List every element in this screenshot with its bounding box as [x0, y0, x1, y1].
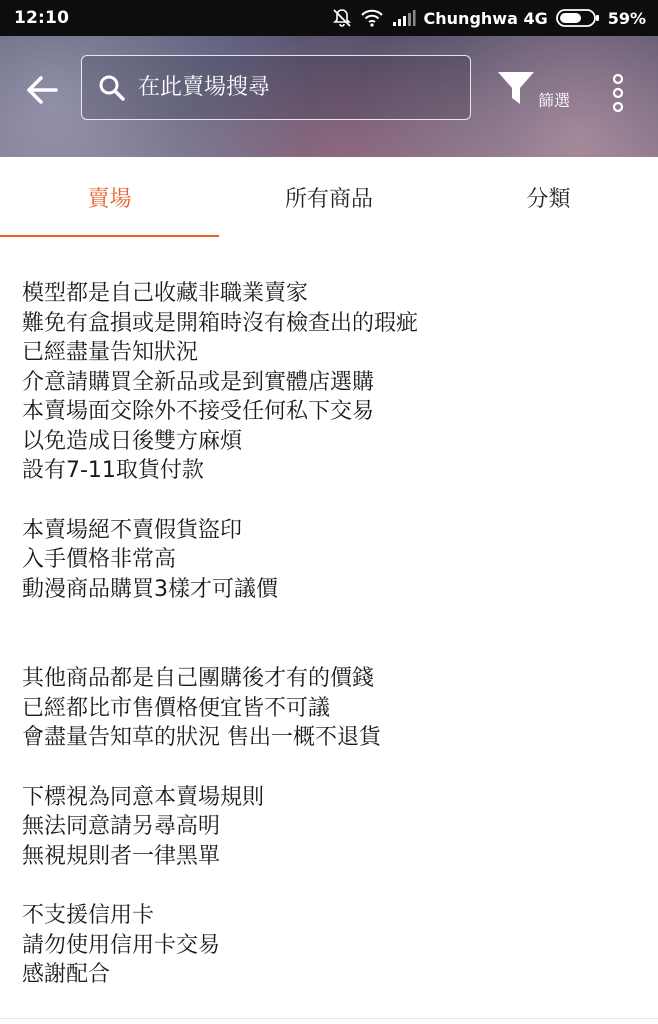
tab-categories[interactable]: 分類	[526, 186, 571, 212]
paragraph-3	[22, 664, 642, 753]
battery-level: 59%	[607, 8, 646, 28]
text-line: 其他商品都是自己團購後才有的價錢	[22, 666, 375, 691]
status-time: 12:10	[14, 8, 70, 28]
text-line: 入手價格非常高	[22, 547, 177, 572]
paragraph-4	[22, 783, 642, 872]
tab-shop[interactable]: 賣場	[0, 157, 219, 237]
filter-label: 篩選	[538, 91, 571, 110]
status-bar	[0, 0, 658, 36]
text-line: 以免造成日後雙方麻煩	[22, 428, 243, 454]
text-line: 無法同意請另尋高明	[22, 814, 221, 839]
paragraph-1	[22, 279, 642, 486]
text-line: 本賣場絕不賣假貨盜印	[22, 517, 243, 543]
text-line: 請勿使用信用卡交易	[22, 932, 221, 958]
bottom-divider	[0, 1018, 658, 1019]
back-button[interactable]	[22, 70, 62, 110]
shop-description	[22, 279, 642, 1020]
search-input[interactable]	[138, 75, 470, 100]
more-vertical-icon	[611, 73, 625, 113]
arrow-left-icon	[26, 76, 58, 104]
search-box[interactable]	[81, 55, 471, 120]
text-line: 無視規則者一律黑單	[22, 843, 221, 869]
carrier-name: Chunghwa 4G	[423, 8, 548, 28]
signal-icon	[392, 9, 416, 27]
more-options-button[interactable]	[600, 68, 636, 118]
text-line: 會盡量告知草的狀況 售出一概不退貨	[22, 725, 381, 750]
text-line: 不支援信用卡	[22, 903, 155, 928]
text-line: 下標視為同意本賣場規則	[22, 784, 265, 810]
search-icon	[98, 74, 126, 102]
mute-icon	[332, 8, 352, 28]
text-line: 難免有盒損或是開箱時沒有檢查出的瑕疵	[22, 310, 419, 336]
shop-tabs	[0, 157, 658, 237]
text-line: 設有7-11取貨付款	[22, 458, 204, 483]
shop-header	[0, 36, 658, 157]
filter-icon	[496, 70, 536, 108]
text-line: 動漫商品購買3樣才可議價	[22, 576, 278, 602]
battery-icon	[556, 8, 600, 28]
wifi-icon	[360, 8, 384, 28]
paragraph-2	[22, 516, 642, 605]
text-line: 感謝配合	[22, 962, 111, 987]
text-line: 已經盡量告知狀況	[22, 340, 199, 365]
text-line: 介意請購買全新品或是到實體店選購	[22, 369, 375, 395]
text-line: 已經都比市售價格便宜皆不可議	[22, 695, 331, 721]
status-icons	[332, 8, 646, 28]
filter-button[interactable]	[496, 68, 578, 118]
text-line: 模型都是自己收藏非職業賣家	[22, 281, 309, 306]
paragraph-5	[22, 901, 642, 990]
tab-all-products[interactable]: 所有商品	[284, 186, 373, 212]
text-line: 本賣場面交除外不接受任何私下交易	[22, 399, 375, 424]
